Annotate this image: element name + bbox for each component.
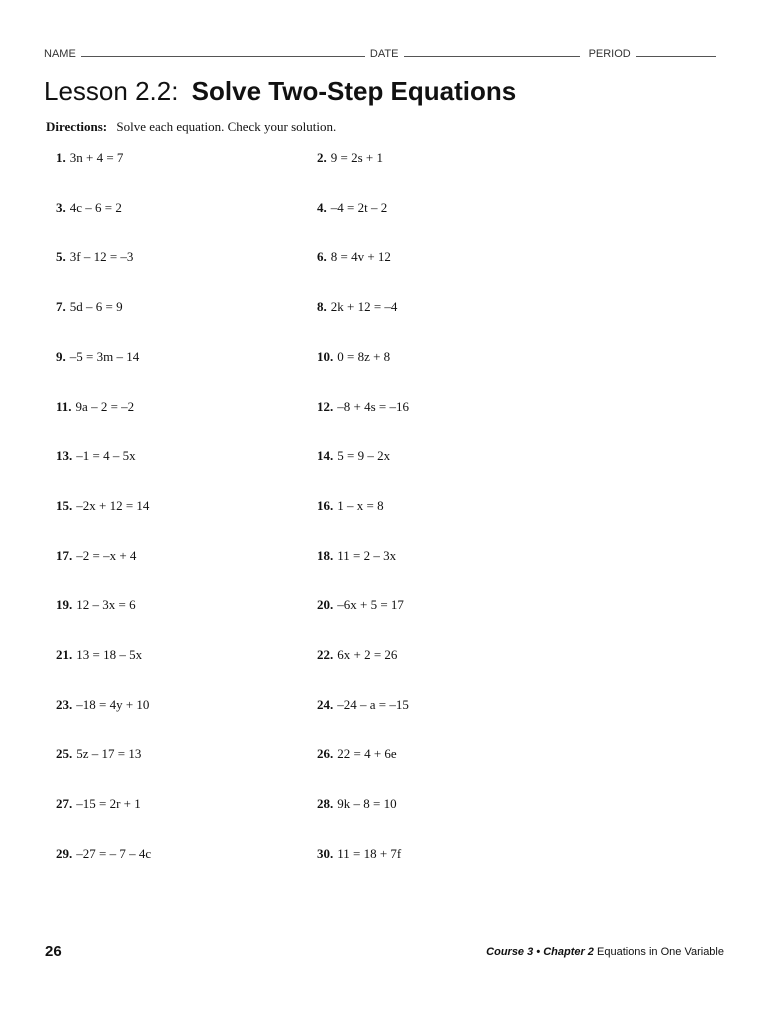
directions-text: Solve each equation. Check your solution. [116, 119, 337, 134]
problem-equation: –8 + 4s = –16 [337, 398, 409, 414]
problem-equation: –6x + 5 = 17 [337, 597, 404, 613]
problem-item [56, 697, 149, 713]
problem-equation: 5d – 6 = 9 [69, 299, 123, 315]
problem-item [317, 349, 390, 365]
problem-number: 28. [317, 796, 334, 812]
problem-number: 7. [56, 299, 66, 315]
problem-equation: 3n + 4 = 7 [69, 150, 124, 165]
problem-equation: 3f – 12 = –3 [69, 249, 134, 265]
problem-item [56, 299, 123, 315]
problem-equation: 5 = 9 – 2x [337, 448, 391, 464]
problem-equation: 11 = 2 – 3x [337, 547, 397, 563]
problem-equation: –4 = 2t – 2 [330, 199, 388, 215]
problem-equation: 11 = 18 + 7f [337, 845, 402, 861]
problem-equation: –5 = 3m – 14 [69, 348, 140, 364]
problem-equation: 1 – x = 8 [337, 497, 384, 513]
problem-item [317, 846, 401, 862]
footer-chapter-title: Equations in One Variable [597, 946, 724, 958]
problem-item [56, 249, 133, 265]
problem-number: 16. [317, 497, 334, 513]
problem-number: 6. [317, 249, 327, 265]
problem-equation: 5z – 17 = 13 [76, 746, 142, 762]
problem-item [317, 249, 391, 265]
problem-equation: 9a – 2 = –2 [75, 398, 135, 414]
problem-number: 8. [317, 299, 327, 315]
problem-equation: 4c – 6 = 2 [69, 199, 122, 215]
lesson-topic: Solve Two-Step Equations [191, 76, 517, 106]
problem-item [317, 299, 397, 315]
footer-course: Course 3 • Chapter 2 [486, 946, 594, 958]
problem-item [56, 647, 142, 663]
name-blank[interactable] [81, 47, 365, 57]
period-label: PERIOD [588, 48, 631, 60]
problem-equation: 9k – 8 = 10 [337, 796, 397, 812]
problem-item [56, 349, 139, 365]
problem-number: 24. [317, 696, 334, 712]
problem-equation: 2k + 12 = –4 [330, 299, 398, 315]
problem-number: 25. [56, 746, 73, 762]
problem-equation: –15 = 2r + 1 [76, 796, 141, 812]
problem-equation: –18 = 4y + 10 [76, 696, 150, 712]
problem-number: 1. [56, 150, 66, 165]
problem-item [317, 399, 409, 415]
footer-course-info [486, 946, 724, 958]
directions [46, 119, 336, 135]
problem-number: 11. [56, 398, 72, 414]
problem-equation: 12 – 3x = 6 [76, 597, 136, 613]
problem-number: 5. [56, 249, 66, 265]
problem-item [317, 448, 390, 464]
problem-item [317, 697, 409, 713]
problem-number: 18. [317, 547, 334, 563]
problem-number: 26. [317, 746, 334, 762]
problem-item [56, 548, 136, 564]
problem-equation: 6x + 2 = 26 [337, 647, 398, 662]
problem-item [56, 746, 141, 762]
problem-item [317, 150, 383, 166]
problem-number: 9. [56, 348, 66, 364]
problem-item [56, 846, 151, 862]
problem-equation: 9 = 2s + 1 [330, 150, 383, 165]
problem-equation: –2 = –x + 4 [76, 547, 137, 563]
problem-number: 19. [56, 597, 73, 613]
problem-number: 12. [317, 398, 334, 414]
problem-number: 4. [317, 199, 327, 215]
problem-item [317, 647, 397, 663]
problem-number: 13. [56, 448, 73, 464]
problem-equation: –27 = – 7 – 4c [76, 845, 152, 861]
name-label: NAME [44, 48, 76, 60]
problem-number: 22. [317, 647, 334, 662]
date-label: DATE [369, 48, 399, 60]
problem-equation: 13 = 18 – 5x [76, 647, 143, 662]
period-blank[interactable] [636, 47, 716, 57]
problem-equation: 0 = 8z + 8 [337, 348, 391, 364]
problem-number: 10. [317, 348, 334, 364]
problem-number: 29. [56, 845, 73, 861]
problem-item [317, 796, 397, 812]
problem-item [317, 200, 387, 216]
problem-item [56, 150, 123, 166]
problem-number: 17. [56, 547, 73, 563]
page-title [44, 76, 516, 107]
date-blank[interactable] [404, 47, 580, 57]
problem-item [56, 796, 141, 812]
problem-item [317, 548, 396, 564]
problem-equation: 8 = 4v + 12 [330, 249, 391, 265]
problem-equation: –1 = 4 – 5x [76, 448, 136, 464]
problem-number: 20. [317, 597, 334, 613]
problem-equation: 22 = 4 + 6e [337, 746, 397, 762]
problem-number: 21. [56, 647, 73, 662]
problem-item [56, 597, 136, 613]
problem-equation: –24 – a = –15 [337, 696, 409, 712]
problem-item [56, 200, 122, 216]
problem-item [56, 399, 134, 415]
problem-number: 2. [317, 150, 327, 165]
problem-item [317, 498, 384, 514]
problem-item [317, 597, 404, 613]
page-number: 26 [45, 943, 62, 960]
problem-number: 23. [56, 696, 73, 712]
problem-item [56, 448, 136, 464]
directions-label: Directions: [46, 119, 108, 134]
lesson-number: Lesson 2.2: [44, 76, 179, 106]
problem-number: 14. [317, 448, 334, 464]
problem-number: 15. [56, 497, 73, 513]
problem-equation: –2x + 12 = 14 [76, 497, 150, 513]
problem-item [56, 498, 149, 514]
problem-number: 27. [56, 796, 73, 812]
problem-number: 30. [317, 845, 334, 861]
student-info-header [44, 47, 724, 60]
problem-item [317, 746, 397, 762]
problem-number: 3. [56, 199, 66, 215]
